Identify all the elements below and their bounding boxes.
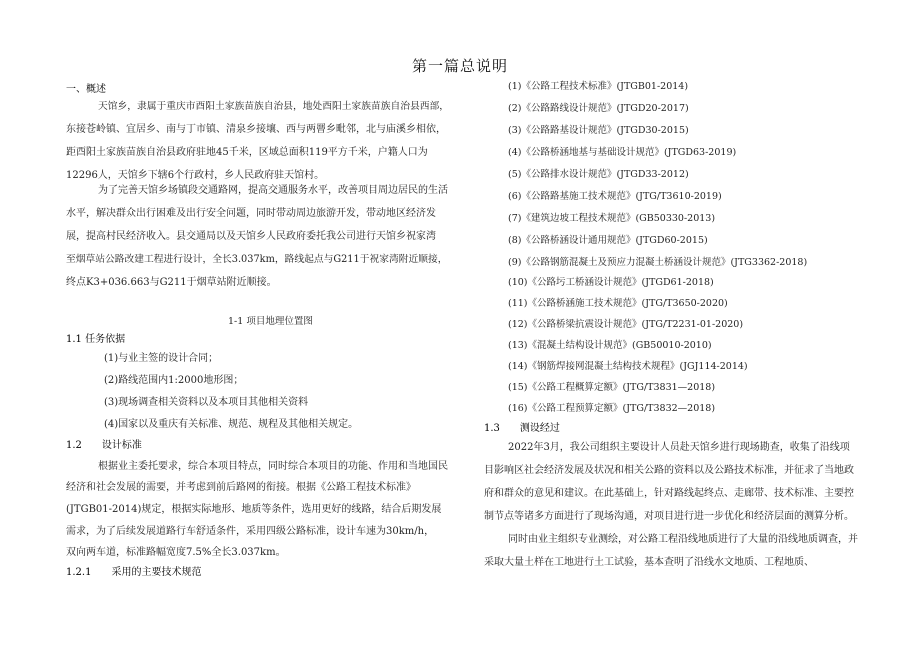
basis-item: (2)路线范围内1:2000地形图； — [104, 375, 244, 386]
spec-ref-item: (3)《公路路基设计规范》(JTGD30-2015) — [508, 125, 689, 136]
standard-p-line: 需求，为了后续发展道路行车舒适条件，采用四级公路标准，设计车速为30km/h， — [66, 526, 435, 537]
spec-ref-item: (1)《公路工程技术标准》(JTGB01-2014) — [508, 81, 689, 92]
basis-item: (4)国家以及重庆有关标准、规范、规程及其他相关规定。 — [104, 419, 359, 430]
overview-p1-line: 12296人，天馆乡下辖6个行政村，乡人民政府驻天馆村。 — [66, 170, 325, 181]
spec-ref-item: (6)《公路路基施工技术规范》(JTG/T3610-2019) — [508, 191, 722, 202]
survey-p1-line: 府和群众的意见和建议。在此基础上，针对路线起终点、走廊带、技术标准、主要控 — [484, 488, 854, 499]
overview-heading: 一、概述 — [66, 84, 106, 95]
figure-caption: 1-1 项目地理位置图 — [228, 316, 313, 327]
standard-p-line: 根据业主委托要求，综合本项目特点，同时综合本项目的功能、作用和当地国民 — [98, 461, 448, 472]
spec-ref-item: (16)《公路工程预算定额》(JTG/T3832—2018) — [508, 403, 716, 414]
section-1-2-1-heading: 1.2.1 采用的主要技术规范 — [66, 567, 202, 578]
spec-ref-item: (12)《公路桥梁抗震设计规范》(JTG/T2231-01-2020) — [508, 319, 744, 330]
overview-p2-line: 为了完善天馆乡场镇段交通路网，提高交通服务水平，改善项目周边居民的生活 — [98, 185, 448, 196]
survey-p1-line: 目影响区社会经济发展及状况和相关公路的资料以及公路技术标准，并征求了当地政 — [484, 465, 854, 476]
survey-p1-line: 2022年3月，我公司组织主要设计人员赴天馆乡进行现场勘查，收集了沿线项 — [508, 442, 850, 453]
spec-ref-item: (8)《公路桥涵设计通用规范》(JTGD60-2015) — [508, 235, 708, 246]
spec-ref-item: (9)《公路钢筋混凝土及预应力混凝土桥涵设计规范》(JTG3362-2018) — [508, 257, 808, 268]
spec-ref-item: (7)《建筑边坡工程技术规范》(GB50330-2013) — [508, 213, 716, 224]
section-1-3-heading: 1.3 测设经过 — [484, 423, 560, 434]
standard-p-line: 双向两车道，标准路幅宽度7.5%全长3.037km。 — [66, 547, 286, 558]
spec-ref-item: (2)《公路路线设计规范》(JTGD20-2017) — [508, 103, 689, 114]
spec-ref-item: (13)《混凝土结构设计规范》(GB50010-2010) — [508, 340, 712, 351]
survey-p2-line: 同时由业主组织专业测绘，对公路工程沿线地质进行了大量的沿线地质调查，并 — [508, 534, 858, 545]
basis-item: (3)现场调查相关资料以及本项目其他相关资料 — [104, 397, 309, 408]
basis-item: (1)与业主签的设计合同； — [104, 353, 219, 364]
standard-p-line: (JTGB01-2014)规定，根据实际地形、地质等条件，选用更好的线路，结合后期发展 — [66, 504, 442, 515]
spec-ref-item: (14)《钢筋焊接网混凝土结构技术规程》(JGJ114-2014) — [508, 361, 748, 372]
overview-p2-line: 展，提高村民经济收入。县交通局以及天馆乡人民政府委托我公司进行天馆乡祝家湾 — [66, 231, 436, 242]
standard-p-line: 经济和社会发展的需要，并考虑到前后路网的衔接。根据《公路工程技术标准》 — [66, 482, 416, 493]
section-1-2-heading: 1.2 设计标准 — [66, 440, 142, 451]
section-1-1-heading: 1.1 任务依据 — [66, 334, 126, 345]
spec-ref-item: (15)《公路工程概算定额》(JTG/T3831—2018) — [508, 382, 716, 393]
survey-p2-line: 采取大量土样在工地进行土工试验，基本查明了沿线水文地质、工程地质、 — [484, 557, 814, 568]
spec-ref-item: (4)《公路桥涵地基与基础设计规范》(JTGD63-2019) — [508, 147, 737, 158]
overview-p2-line: 水平，解决群众出行困难及出行安全问题，同时带动周边旅游开发，带动地区经济发 — [66, 208, 436, 219]
survey-p1-line: 制节点等诸多方面进行了现场沟通，对项目进行进一步优化和经济层面的测算分析。 — [484, 511, 854, 522]
spec-ref-item: (11)《公路桥涵施工技术规范》(JTG/T3650-2020) — [508, 298, 728, 309]
spec-ref-item: (5)《公路排水设计规范》(JTGD33-2012) — [508, 169, 689, 180]
overview-p2-line: 终点K3+036.663与G211于烟草站附近顺接。 — [66, 277, 277, 288]
overview-p1-line: 距酉阳土家族苗族自治县政府驻地45千米，区域总面积119平方千米，户籍人口为 — [66, 147, 428, 158]
spec-ref-item: (10)《公路圬工桥涵设计规范》(JTGD61-2018) — [508, 277, 714, 288]
overview-p2-line: 至烟草站公路改建工程进行设计，全长3.037km，路线起点与G211于祝家湾附近顺接， — [66, 254, 448, 265]
page-title: 第一篇总说明 — [411, 57, 508, 75]
overview-p1-line: 天馆乡，隶属于重庆市酉阳土家族苗族自治县，地处酉阳土家族苗族自治县西部， — [98, 101, 449, 112]
overview-p1-line: 东接苍岭镇、宜居乡、南与丁市镇、清泉乡接壤、西与两罾乡毗邻，北与庙溪乡相依， — [66, 124, 446, 135]
